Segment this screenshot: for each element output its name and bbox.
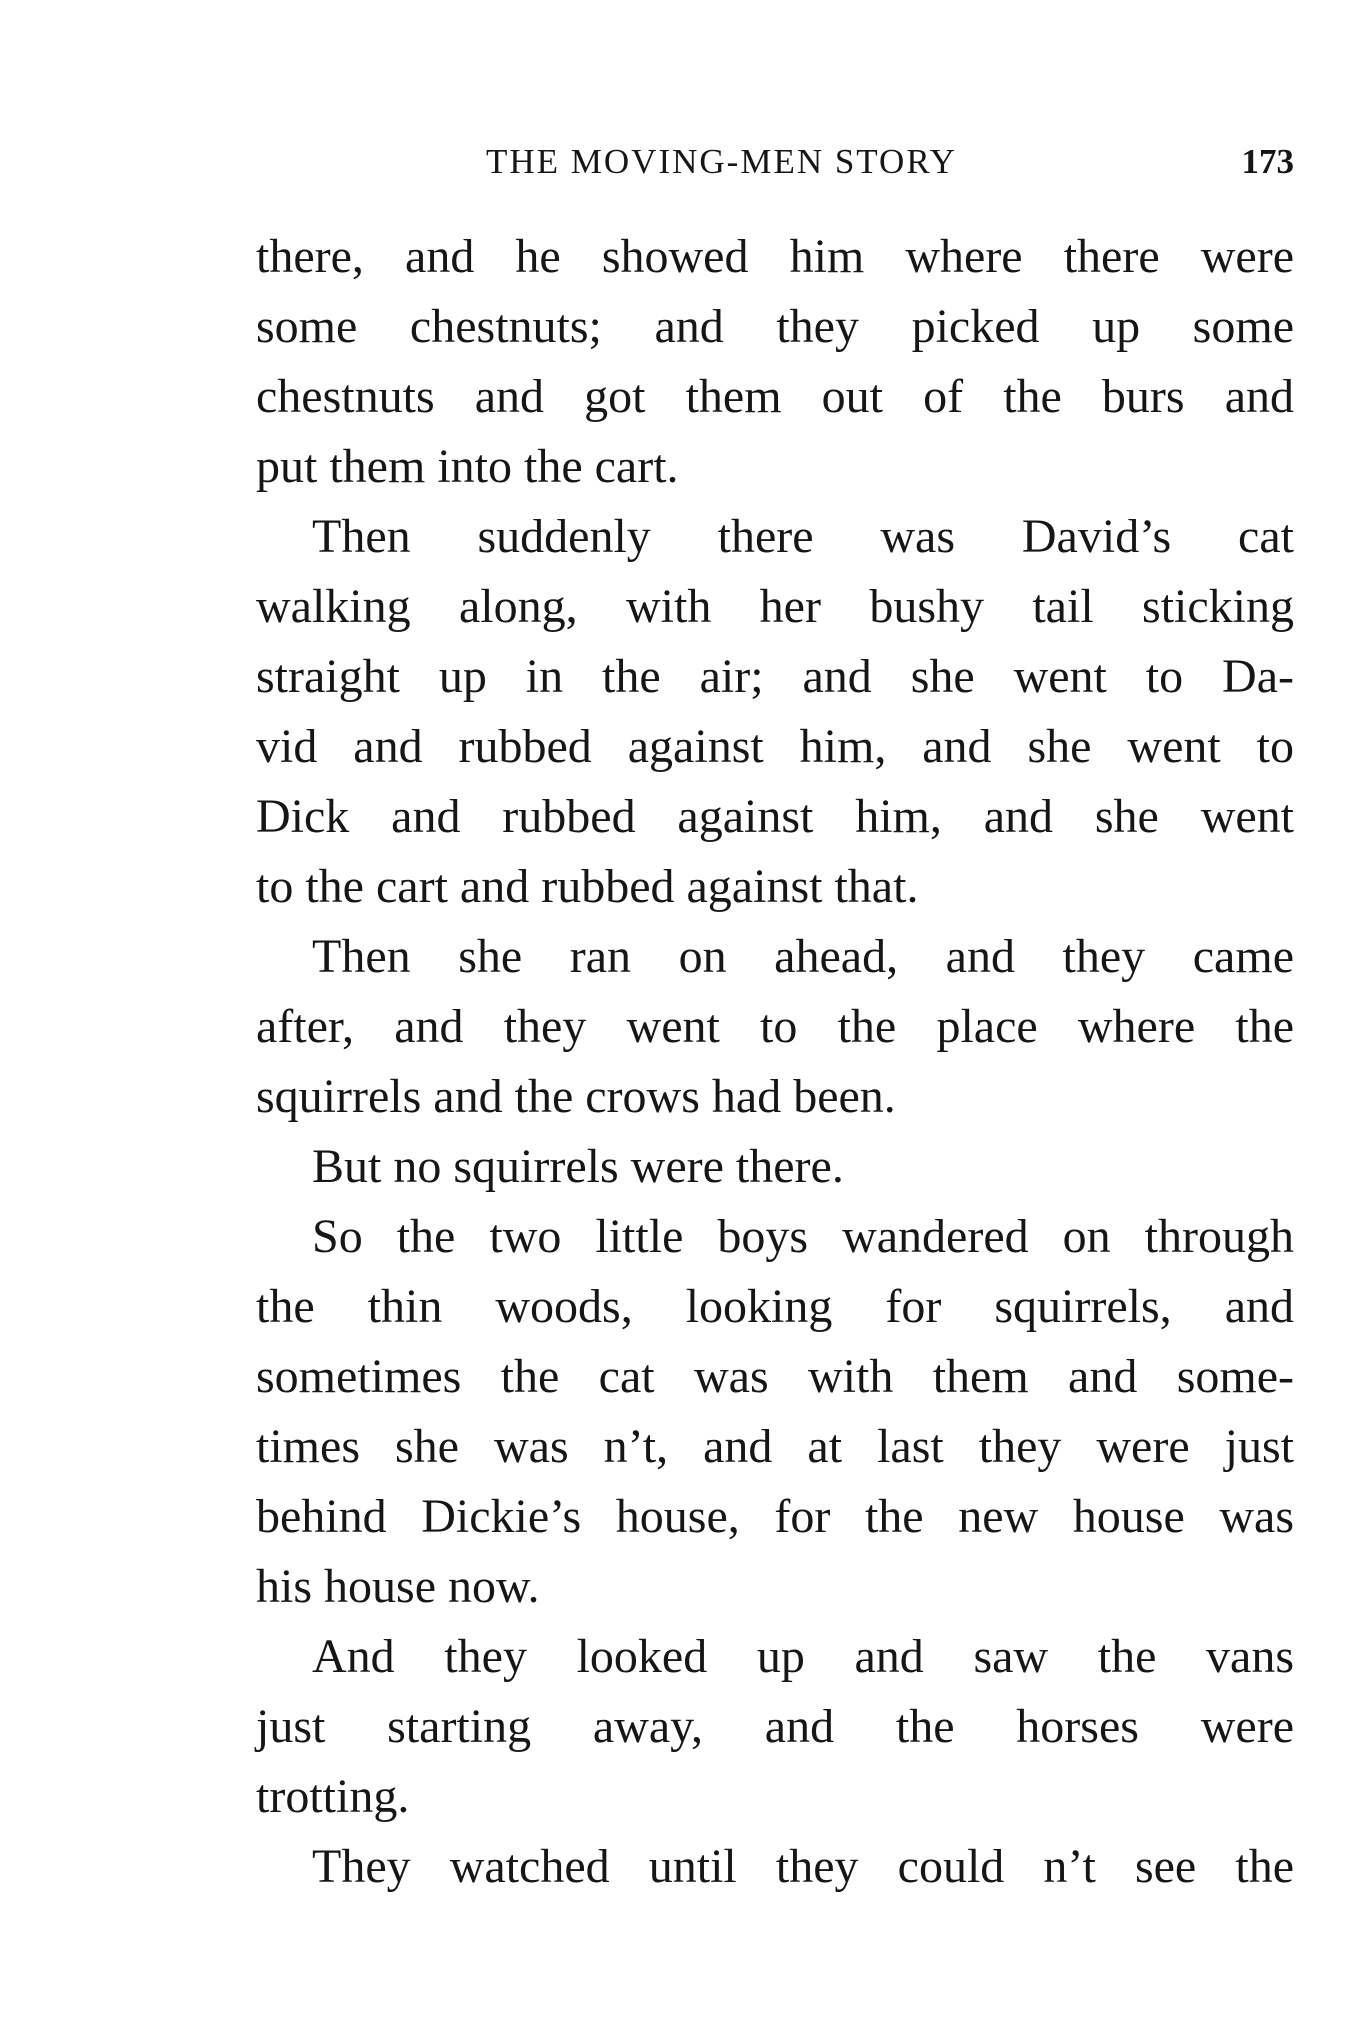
text-line: Dick and rubbed against him, and she went [256, 790, 1294, 843]
text-line: trotting. [256, 1770, 410, 1823]
text-line: Then she ran on ahead, and they came [312, 930, 1294, 983]
text-line: just starting away, and the horses were [256, 1700, 1294, 1753]
text-line: Then suddenly there was David’s cat [312, 510, 1294, 563]
text-line: And they looked up and saw the vans [312, 1630, 1294, 1683]
text-line: They watched until they could n’t see the [312, 1840, 1294, 1893]
body-text [256, 222, 1294, 1902]
text-line: chestnuts and got them out of the burs and [256, 370, 1294, 423]
running-title: THE MOVING-MEN STORY [486, 142, 958, 181]
text-line: the thin woods, looking for squirrels, and [256, 1280, 1294, 1333]
text-line: after, and they went to the place where the [256, 1000, 1294, 1053]
text-line: sometimes the cat was with them and some- [256, 1350, 1294, 1403]
text-line: So the two little boys wandered on through [312, 1210, 1294, 1263]
text-line: there, and he showed him where there were [256, 230, 1294, 283]
running-head [256, 142, 1294, 192]
text-line: vid and rubbed against him, and she went to [256, 720, 1294, 773]
text-line: squirrels and the crows had been. [256, 1070, 896, 1123]
text-line: But no squirrels were there. [312, 1140, 844, 1193]
text-line: behind Dickie’s house, for the new house was [256, 1490, 1294, 1543]
text-line: times she was n’t, and at last they were just [256, 1420, 1294, 1473]
text-line: walking along, with her bushy tail sticking [256, 580, 1294, 633]
text-line: straight up in the air; and she went to Da- [256, 650, 1294, 703]
text-line: put them into the cart. [256, 440, 679, 493]
page-number: 173 [1241, 142, 1294, 181]
text-line: to the cart and rubbed against that. [256, 860, 919, 913]
text-line: some chestnuts; and they picked up some [256, 300, 1294, 353]
text-line: his house now. [256, 1560, 540, 1613]
